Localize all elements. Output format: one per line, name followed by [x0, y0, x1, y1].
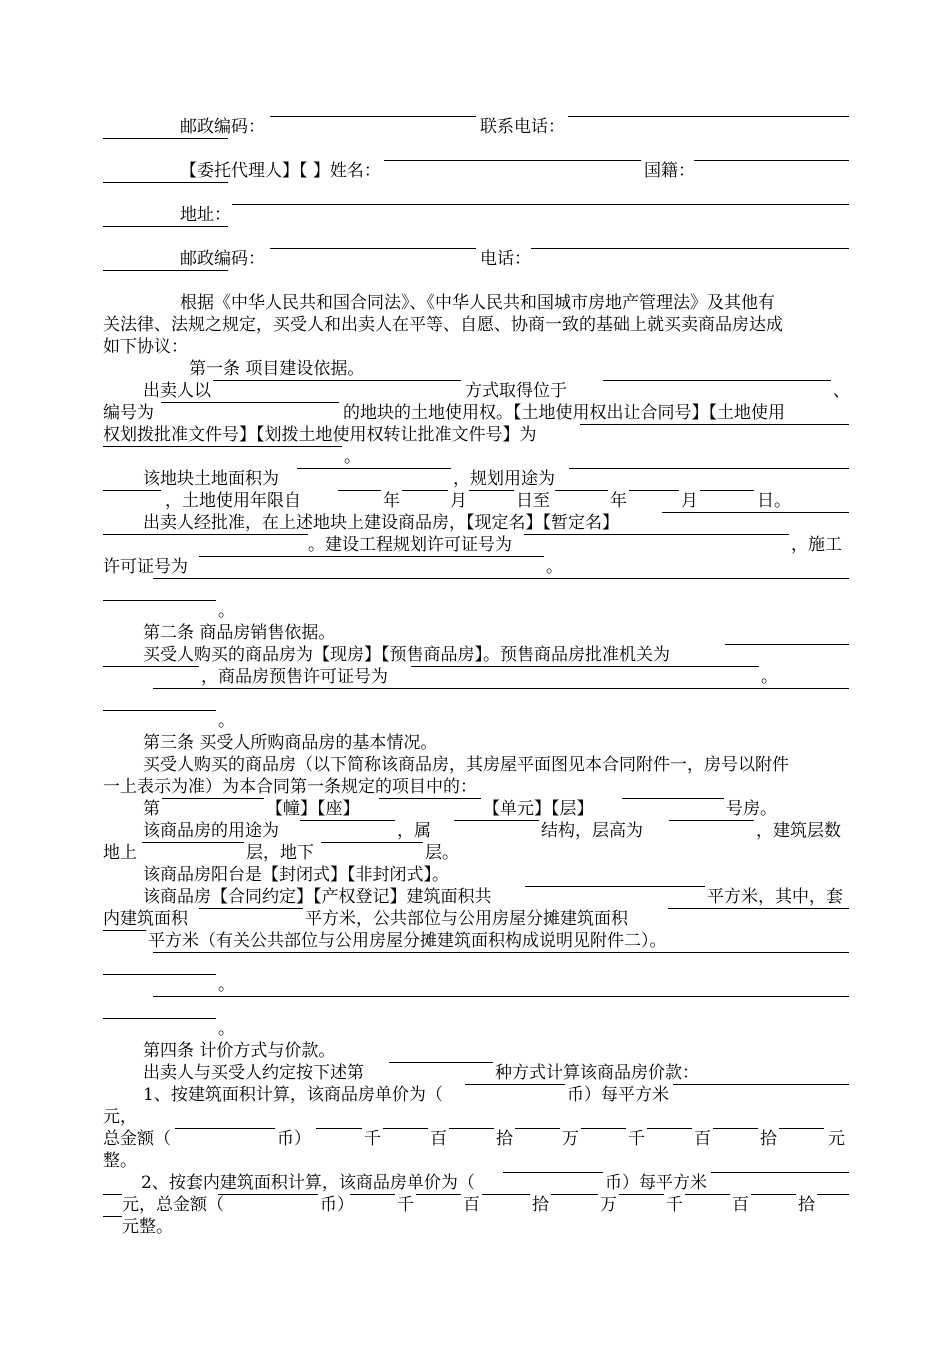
method-1-yuan [103, 1106, 849, 1128]
end-year-blank[interactable] [555, 490, 608, 491]
preamble-line-3 [103, 336, 849, 358]
text: 该商品房阳台是【封闭式】【非封闭式】。 [143, 865, 449, 885]
postcode-blank[interactable] [270, 116, 476, 117]
text: 百 [463, 1195, 480, 1215]
text: 月 [681, 491, 698, 511]
blank-line [103, 996, 849, 1018]
unit-price-blank-tail[interactable] [103, 1194, 122, 1195]
text: ，属 [397, 821, 431, 841]
article-1-line-3 [103, 424, 849, 446]
article-3-heading [103, 732, 849, 754]
text: 千 [364, 1129, 381, 1149]
digit-blank[interactable] [350, 1194, 395, 1195]
building-name-line [103, 512, 849, 534]
shared-area-blank-tail[interactable] [103, 930, 146, 931]
currency-blank[interactable] [175, 1128, 275, 1129]
unit-number-line [103, 798, 849, 820]
preamble-line-1 [103, 292, 849, 314]
text: 拾 [496, 1129, 513, 1149]
approval-authority-blank[interactable] [725, 644, 849, 645]
text: 【幢】【座】 [266, 799, 360, 819]
text: ，商品房预售许可证号为 [201, 667, 388, 687]
article-2-line-1 [103, 644, 849, 666]
text: 拾 [532, 1195, 549, 1215]
text: 方式取得位于 [465, 381, 567, 401]
approval-authority-blank-tail[interactable] [103, 666, 199, 667]
address-blank[interactable] [232, 204, 849, 205]
postcode-phone-line-2 [103, 248, 849, 270]
digit-blank[interactable] [383, 1128, 428, 1129]
method-2-total-line [103, 1194, 849, 1216]
construction-permit-blank[interactable] [199, 556, 544, 557]
digit-blank[interactable] [581, 1128, 626, 1129]
text: 元， [103, 1107, 137, 1127]
text: 百 [732, 1195, 749, 1215]
floors-line [103, 842, 849, 864]
land-use-blank-tail[interactable] [103, 490, 161, 491]
article-2-heading [103, 622, 849, 644]
text: 层，地下 [246, 843, 314, 863]
address-line [103, 204, 849, 226]
text: 平方米（有关公共部位与公用房屋分摊建筑面积构成说明见附件二）。 [148, 931, 667, 951]
building-blank[interactable] [162, 798, 264, 799]
text: 、 [833, 381, 850, 401]
postcode-phone-line [103, 116, 849, 138]
land-use-blank[interactable] [569, 468, 849, 469]
text: 日。 [757, 491, 791, 511]
blank-continuation [103, 270, 849, 292]
presale-permit-blank[interactable] [411, 666, 759, 667]
method-number-blank[interactable] [389, 1062, 493, 1063]
end-day-blank[interactable] [700, 490, 754, 491]
text: 买受人购买的商品房（以下简称该商品房，其房屋平面图见本合同附件一，房号以附件 [143, 755, 789, 775]
digit-blank[interactable] [751, 1194, 796, 1195]
method-2-line [103, 1172, 849, 1194]
room-blank[interactable] [622, 798, 724, 799]
permit-line [103, 534, 849, 556]
digit-blank[interactable] [779, 1128, 824, 1129]
blank-line-end [103, 600, 849, 622]
balcony-line [103, 864, 849, 886]
text: 拾 [760, 1129, 777, 1149]
full-blank[interactable] [153, 578, 849, 579]
text: 。 [344, 447, 361, 467]
start-month-blank[interactable] [402, 490, 448, 491]
text: 【单元】【层】 [483, 799, 594, 819]
land-contract-blank[interactable] [580, 424, 849, 425]
digit-blank[interactable] [817, 1194, 849, 1195]
method-1-line [103, 1084, 849, 1106]
text: 该地块土地面积为 [143, 469, 279, 489]
digit-blank[interactable] [685, 1194, 730, 1195]
text: 币）每平方米 [567, 1085, 669, 1105]
floor-height-blank[interactable] [669, 820, 754, 821]
text: ，建筑层数 [756, 821, 841, 841]
blank-continuation [103, 182, 849, 204]
text: 。 [218, 601, 235, 621]
text: 平方米，其中，套 [707, 887, 843, 907]
end-month-blank[interactable] [629, 490, 679, 491]
full-blank[interactable] [153, 688, 849, 689]
blank-line-end [103, 974, 849, 996]
postcode-label: 邮政编码： [180, 117, 265, 137]
text: 月 [450, 491, 467, 511]
nationality-blank[interactable] [694, 160, 849, 161]
text: 。 [546, 557, 563, 577]
text: 日至 [516, 491, 550, 511]
digit-blank[interactable] [647, 1128, 692, 1129]
area-line-3 [103, 930, 849, 952]
text: 编号为 [103, 403, 154, 423]
text: 拾 [798, 1195, 815, 1215]
floors-below-blank[interactable] [321, 842, 423, 843]
currency-blank[interactable] [465, 1084, 565, 1085]
text: ，规划用途为 [453, 469, 555, 489]
preamble-line-2 [103, 314, 849, 336]
text: 该商品房【合同约定】【产权登记】建筑面积共 [143, 887, 492, 907]
text: 币） [277, 1129, 311, 1149]
text: 百 [430, 1129, 447, 1149]
text: 出卖人以 [143, 381, 211, 401]
preamble-text: 根据《中华人民共和国合同法》、《中华人民共和国城市房地产管理法》及其他有 [180, 293, 775, 313]
text: 币）每平方米 [605, 1173, 707, 1193]
land-area-line [103, 468, 849, 490]
floors-above-blank[interactable] [142, 842, 244, 843]
text: 号房。 [726, 799, 777, 819]
blank-tail[interactable] [103, 182, 228, 183]
text: 权划拨批准文件号】【划拨土地使用权转让批准文件号】为 [103, 425, 537, 445]
building-name-blank-tail[interactable] [103, 534, 308, 535]
text: 千 [666, 1195, 683, 1215]
blank-line [103, 952, 849, 974]
start-day-blank[interactable] [469, 490, 514, 491]
phone-label: 电话： [480, 249, 531, 269]
digit-blank[interactable] [449, 1128, 494, 1129]
pricing-method-line [103, 1062, 849, 1084]
land-term-line [103, 490, 849, 512]
currency-blank[interactable] [503, 1172, 603, 1173]
text: 年 [610, 491, 627, 511]
article-4-heading [103, 1040, 849, 1062]
gross-area-blank[interactable] [525, 886, 705, 887]
postcode-label: 邮政编码： [180, 249, 265, 269]
lot-number-blank[interactable] [161, 402, 339, 403]
agent-name-blank[interactable] [384, 160, 641, 161]
article-title: 第四条 计价方式与价款。 [143, 1041, 336, 1061]
text: 。 [218, 711, 235, 731]
article-1-heading [103, 358, 849, 380]
text: 元，总金额（ [122, 1195, 224, 1215]
location-blank[interactable] [603, 380, 831, 381]
preamble-text: 关法律、法规之规定，买受人和出卖人在平等、自愿、协商一致的基础上就买卖商品房达成 [103, 315, 783, 335]
text: 千 [628, 1129, 645, 1149]
digit-blank[interactable] [713, 1128, 758, 1129]
text: 千 [397, 1195, 414, 1215]
inner-area-blank[interactable] [199, 908, 303, 909]
digit-blank[interactable] [482, 1194, 530, 1195]
digit-blank[interactable] [551, 1194, 598, 1195]
construction-permit-line [103, 556, 849, 578]
full-blank[interactable] [153, 952, 849, 953]
blank-continuation [103, 138, 849, 160]
land-area-blank[interactable] [297, 468, 451, 469]
unit-price-blank[interactable] [673, 1084, 849, 1085]
text: 层。 [425, 843, 459, 863]
structure-blank[interactable] [454, 820, 539, 821]
text: 元整。 [122, 1217, 173, 1237]
blank-tail[interactable] [103, 138, 228, 139]
text: 地上 [103, 843, 137, 863]
article-title: 第一条 项目建设依据。 [189, 359, 365, 379]
text: 整。 [103, 1151, 137, 1171]
article-2-line-2 [103, 666, 849, 688]
unit-blank[interactable] [379, 798, 481, 799]
nationality-label: 国籍： [644, 161, 695, 181]
blank-continuation [103, 226, 849, 248]
text: 许可证号为 [103, 557, 188, 577]
text: 第 [143, 799, 160, 819]
blank-line [103, 688, 849, 710]
full-blank[interactable] [153, 996, 849, 997]
text: 币） [320, 1195, 354, 1215]
text: 的地块的土地使用权。【土地使用权出让合同号】【土地使用 [343, 403, 785, 423]
text: 出卖人与买受人约定按下述第 [143, 1063, 364, 1083]
blank-tail[interactable] [103, 710, 216, 711]
text: ，施工 [791, 535, 842, 555]
text: 元 [828, 1129, 845, 1149]
blank-line [103, 578, 849, 600]
blank-line-end [103, 1018, 849, 1040]
digit-blank[interactable] [416, 1194, 461, 1195]
text: 结构，层高为 [541, 821, 643, 841]
text: 平方米，公共部位与公用房屋分摊建筑面积 [305, 909, 628, 929]
start-year-blank[interactable] [338, 490, 381, 491]
phone-label: 联系电话： [480, 117, 565, 137]
total-amount-line [103, 1128, 849, 1150]
text: 一上表示为准）为本合同第一条规定的项目中的： [103, 777, 477, 797]
article-1-line-1 [103, 380, 849, 402]
preamble-text: 如下协议： [103, 337, 188, 357]
postcode-blank[interactable] [270, 248, 476, 249]
usage-line [103, 820, 849, 842]
total-amount-end [103, 1150, 849, 1172]
usage-blank[interactable] [300, 820, 395, 821]
blank-tail[interactable] [103, 1018, 216, 1019]
building-name-blank[interactable] [662, 512, 849, 513]
article-3-line-1 [103, 754, 849, 776]
address-label: 地址： [180, 205, 231, 225]
blank-tail[interactable] [103, 226, 228, 227]
article-title: 第三条 买受人所购商品房的基本情况。 [143, 733, 438, 753]
shared-area-blank[interactable] [668, 908, 849, 909]
text: 。 [218, 975, 235, 995]
text: 。建设工程规划许可证号为 [308, 535, 512, 555]
text: 内建筑面积 [103, 909, 188, 929]
blank-tail[interactable] [103, 270, 228, 271]
blank-tail[interactable] [103, 974, 216, 975]
article-1-line-2 [103, 402, 849, 424]
article-1-line-4 [103, 446, 849, 468]
text: 2、按套内建筑面积计算，该商品房单价为（ [141, 1173, 475, 1193]
text: 出卖人经批准，在上述地块上建设商品房，【现定名】【暂定名】 [143, 513, 619, 533]
blank-line-end [103, 710, 849, 732]
text: ，土地使用年限自 [165, 491, 301, 511]
text: 该商品房的用途为 [143, 821, 279, 841]
blank-tail[interactable] [103, 600, 216, 601]
agent-name-label: 【委托代理人】【 】姓名： [180, 161, 381, 181]
article-title: 第二条 商品房销售依据。 [143, 623, 336, 643]
acquisition-method-blank[interactable] [213, 380, 461, 381]
digit-blank-tail[interactable] [103, 1216, 122, 1217]
text: 万 [600, 1195, 617, 1215]
area-line-2 [103, 908, 849, 930]
area-line-1 [103, 886, 849, 908]
article-3-line-2 [103, 776, 849, 798]
digit-blank[interactable] [515, 1128, 560, 1129]
text: 年 [383, 491, 400, 511]
text: 1、按建筑面积计算，该商品房单价为（ [143, 1085, 443, 1105]
currency-blank[interactable] [218, 1194, 318, 1195]
planning-permit-blank[interactable] [524, 534, 789, 535]
land-contract-blank-tail[interactable] [103, 446, 342, 447]
digit-blank[interactable] [619, 1194, 664, 1195]
agent-line [103, 160, 849, 182]
text: 买受人购买的商品房为【现房】【预售商品房】。预售商品房批准机关为 [143, 645, 670, 665]
text: 百 [694, 1129, 711, 1149]
text: 。 [761, 667, 778, 687]
method-2-end [103, 1216, 849, 1238]
phone-blank[interactable] [568, 116, 849, 117]
text: 。 [218, 1019, 235, 1039]
digit-blank[interactable] [316, 1128, 362, 1129]
text: 种方式计算该商品房价款： [495, 1063, 699, 1083]
text: 万 [562, 1129, 579, 1149]
phone-blank[interactable] [531, 248, 849, 249]
unit-price-blank[interactable] [711, 1172, 849, 1173]
text: 总金额（ [103, 1129, 171, 1149]
